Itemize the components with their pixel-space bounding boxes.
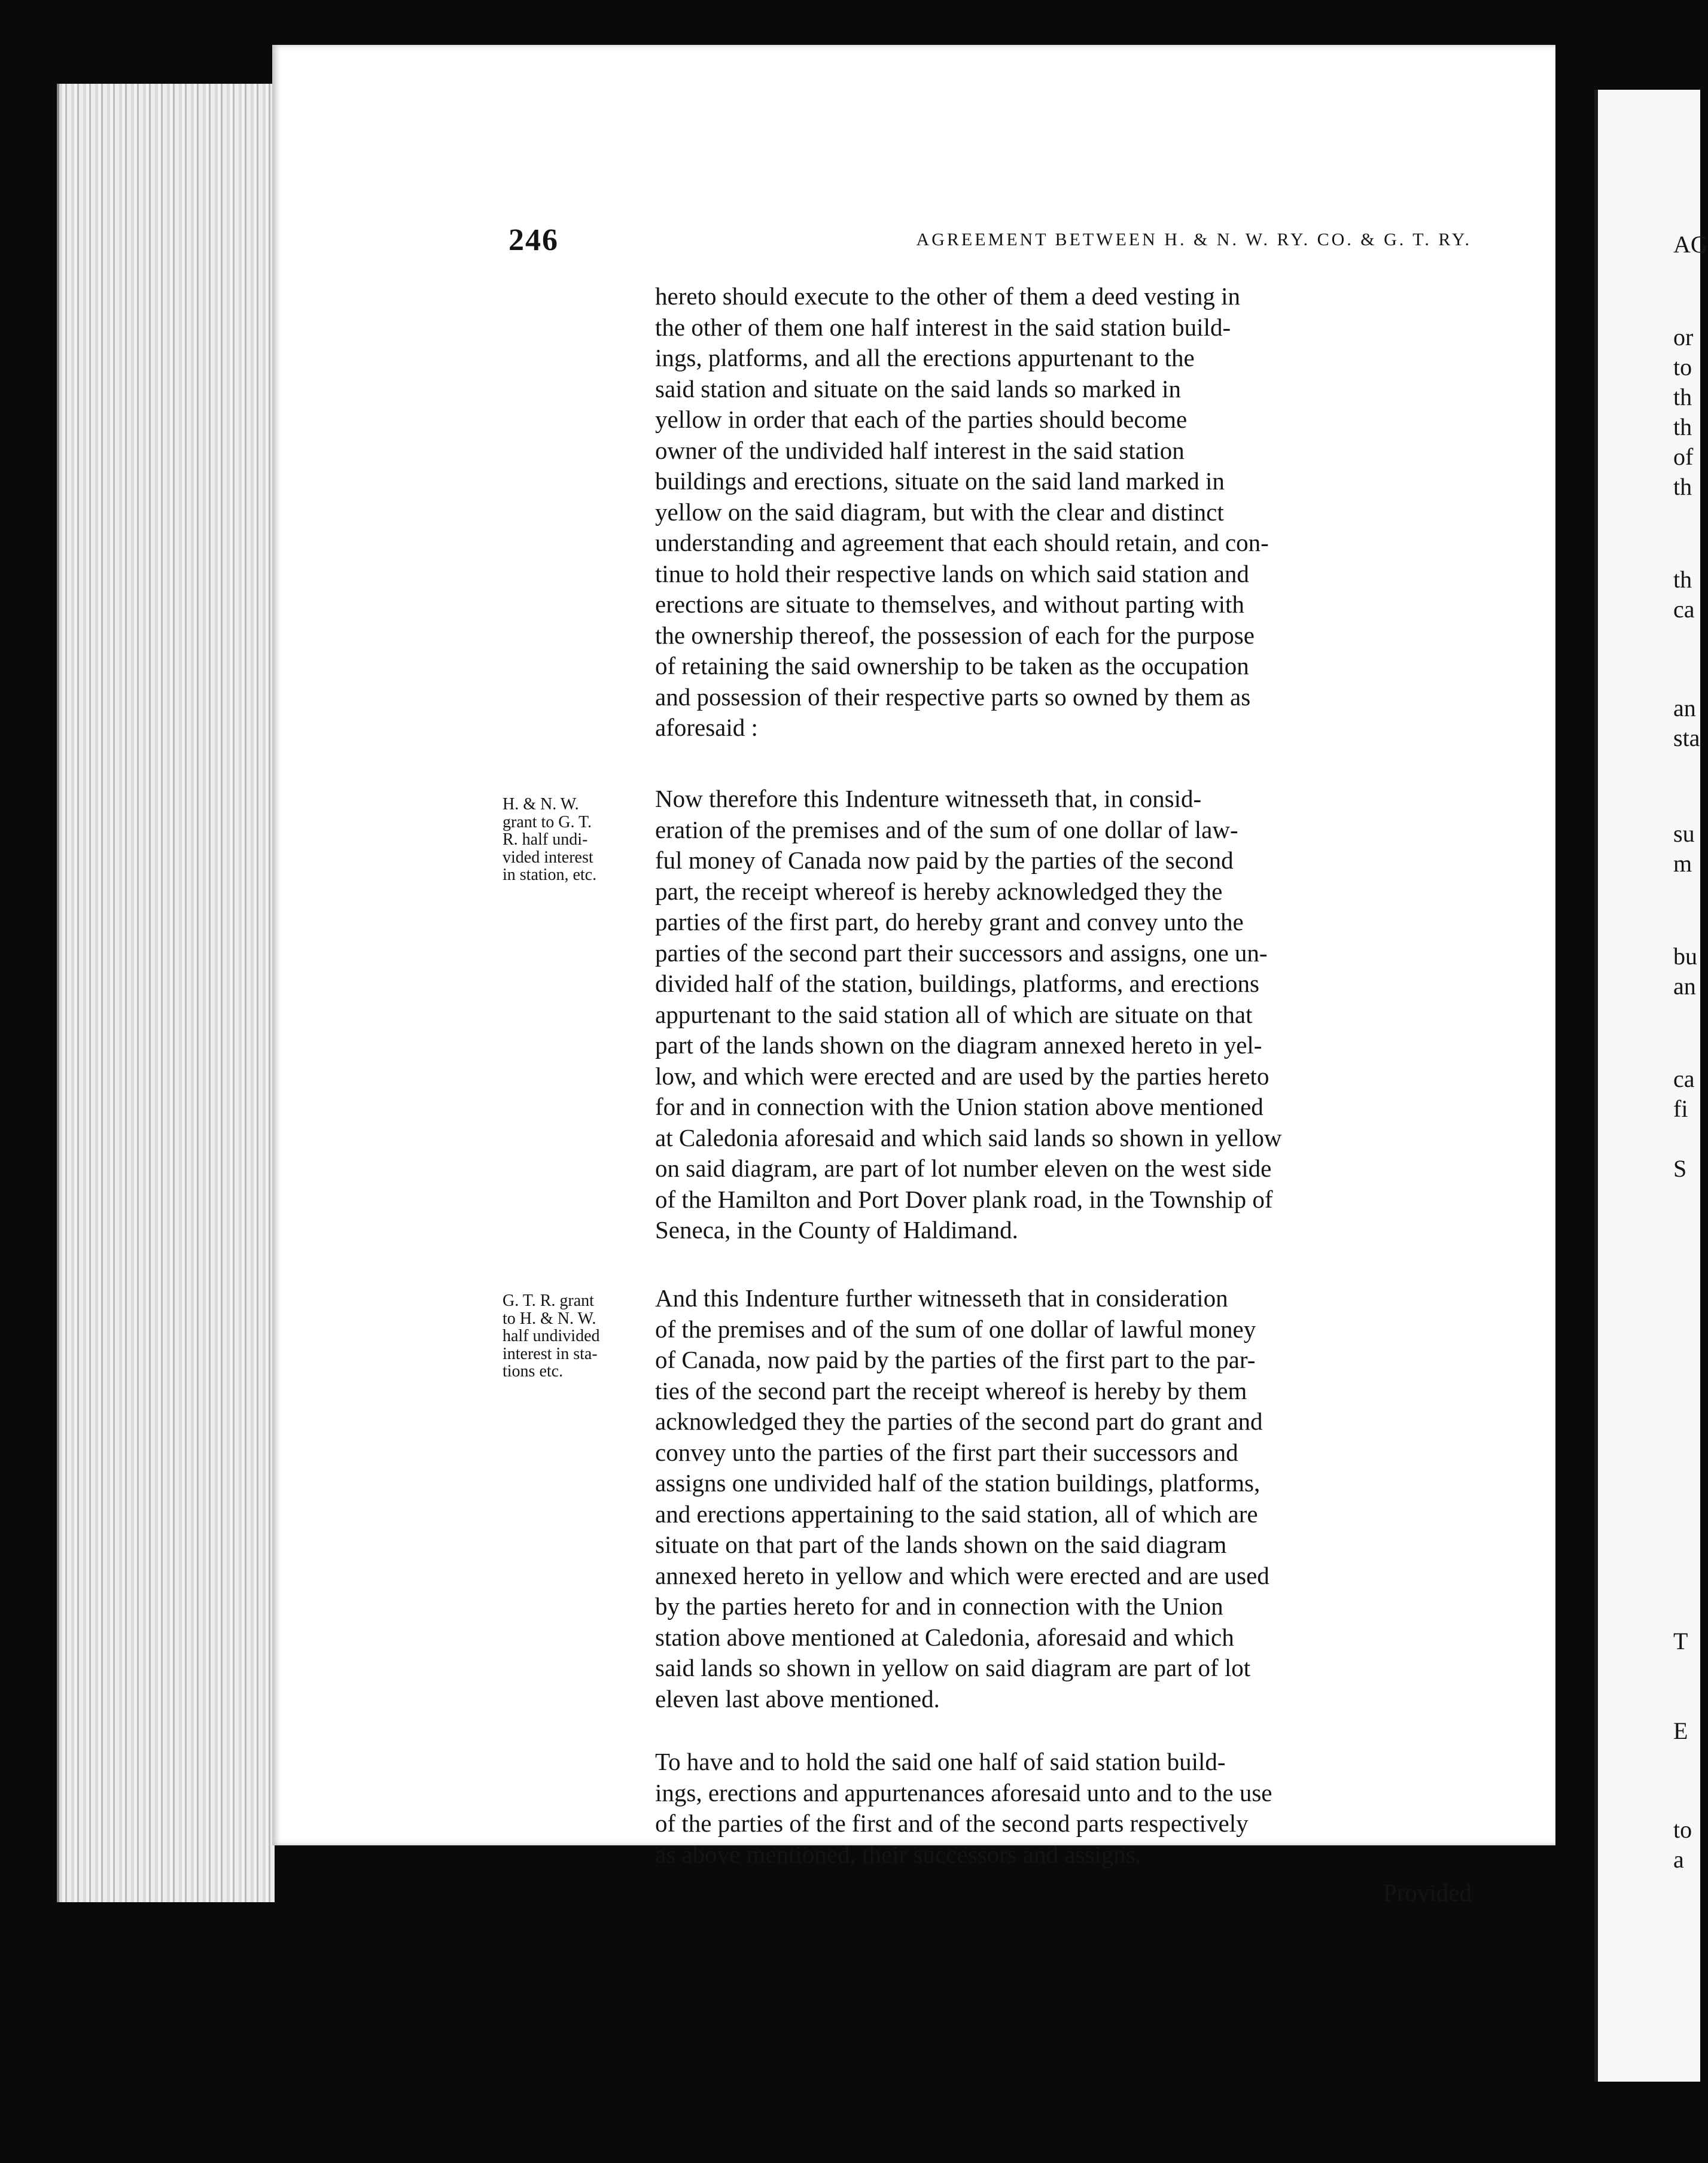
page-header bbox=[509, 223, 1472, 258]
facing-page-text: ca bbox=[1673, 1065, 1695, 1092]
facing-page-text: S bbox=[1673, 1155, 1687, 1182]
paragraph-grant-second-part: And this Indenture further witnesseth that in consideration of the premises and of the sum of one dollar of lawful money of Canada, now paid by the parties of the first part to the par- ties of the second part the receipt whereof is hereby by them acknowledged they the parties of the second part do grant and convey unto the parties of the first part their successors and assigns one undivided half of the station buildings, platforms, and erections appertaining to the said station, all of which are situate on that part of the lands shown on the said diagram annexed hereto in yellow and which were erected and are used by the parties hereto for and in connection with the Union station above mentioned at Caledonia, aforesaid and which said lands so shown in yellow on said diagram are part of lot eleven last above mentioned. bbox=[655, 1284, 1269, 1713]
catchword: Provided bbox=[1383, 1879, 1472, 1906]
facing-page-text: th bbox=[1673, 383, 1692, 410]
facing-page-text: bu bbox=[1673, 943, 1697, 970]
running-head: AGREEMENT BETWEEN H. & N. W. RY. CO. & G. T. RY. bbox=[916, 230, 1472, 249]
facing-page-text: to bbox=[1673, 354, 1692, 380]
facing-page-text: a bbox=[1673, 1846, 1684, 1873]
paragraph-continuation: hereto should execute to the other of them a deed vesting in the other of them one half interest in the said station build- ings, platforms, and all the erections appurtenant to the said station and situate on the said lands so marked in yellow in order that each of the parties should become owner of the undivided half interest in the said station buildings and erections, situate on the said land marked in yellow on the said diagram, but with the clear and distinct understanding and agreement that each should retain, and con- tinue to hold their respective lands on which said station and erections are situate to themselves, and without parting with the ownership thereof, the possession of each for the purpose of retaining the said ownership to be taken as the occupation and possession of their respective parts so owned by them as aforesaid : bbox=[655, 282, 1269, 741]
paragraph-grant-first-part: Now therefore this Indenture witnesseth that, in consid- eration of the premises and of the sum of one dollar of law- ful money of Canada now paid by the parties of the second part, the receipt whereof is hereby acknowledged they the parties of the first part, do hereby grant and convey unto the parties of the second part their successors and assigns, one un- divided half of the station, buildings, platforms, and erections appurtenant to the said station all of which are situate on that part of the lands shown on the diagram annexed hereto in yel- low, and which were erected and are used by the parties hereto for and in connection with the Union station above mentioned at Caledonia aforesaid and which said lands so shown in yellow on said diagram, are part of lot number eleven on the west side of the Hamilton and Port Dover plank road, in the Township of Seneca, in the County of Haldimand. bbox=[655, 785, 1282, 1244]
page-number: 246 bbox=[509, 223, 559, 257]
facing-page-text: of bbox=[1673, 443, 1694, 470]
facing-page-text: fi bbox=[1673, 1095, 1688, 1122]
facing-page-text: th bbox=[1673, 473, 1692, 500]
facing-page-text: su bbox=[1673, 820, 1695, 847]
facing-page-text: m bbox=[1673, 850, 1692, 877]
marginal-note-gtr-grant: G. T. R. grant to H. & N. W. half undivided interest in sta- tions etc. bbox=[503, 1291, 600, 1381]
facing-page-text: th bbox=[1673, 566, 1692, 593]
facing-page-text: sta bbox=[1673, 724, 1700, 751]
facing-page-text: ca bbox=[1673, 596, 1695, 623]
facing-page-text: E bbox=[1673, 1717, 1688, 1744]
paragraph-habendum: To have and to hold the said one half of said station build- ings, erections and appurtenances aforesaid unto and to the use of the parties of the first and of the second parts respectively as above mentioned, their successors and assigns. bbox=[655, 1748, 1272, 1868]
book-page-edges bbox=[57, 84, 275, 1902]
facing-page-text: an bbox=[1673, 973, 1696, 1000]
facing-page-text: th bbox=[1673, 413, 1692, 440]
facing-page-text: or bbox=[1673, 324, 1694, 351]
facing-page-text: to bbox=[1673, 1816, 1692, 1843]
facing-page-text: T bbox=[1673, 1628, 1688, 1655]
facing-page-text: AG bbox=[1673, 231, 1708, 258]
facing-page-text: an bbox=[1673, 694, 1696, 721]
marginal-note-hnw-grant: H. & N. W. grant to G. T. R. half undi- vided interest in station, etc. bbox=[503, 795, 597, 884]
